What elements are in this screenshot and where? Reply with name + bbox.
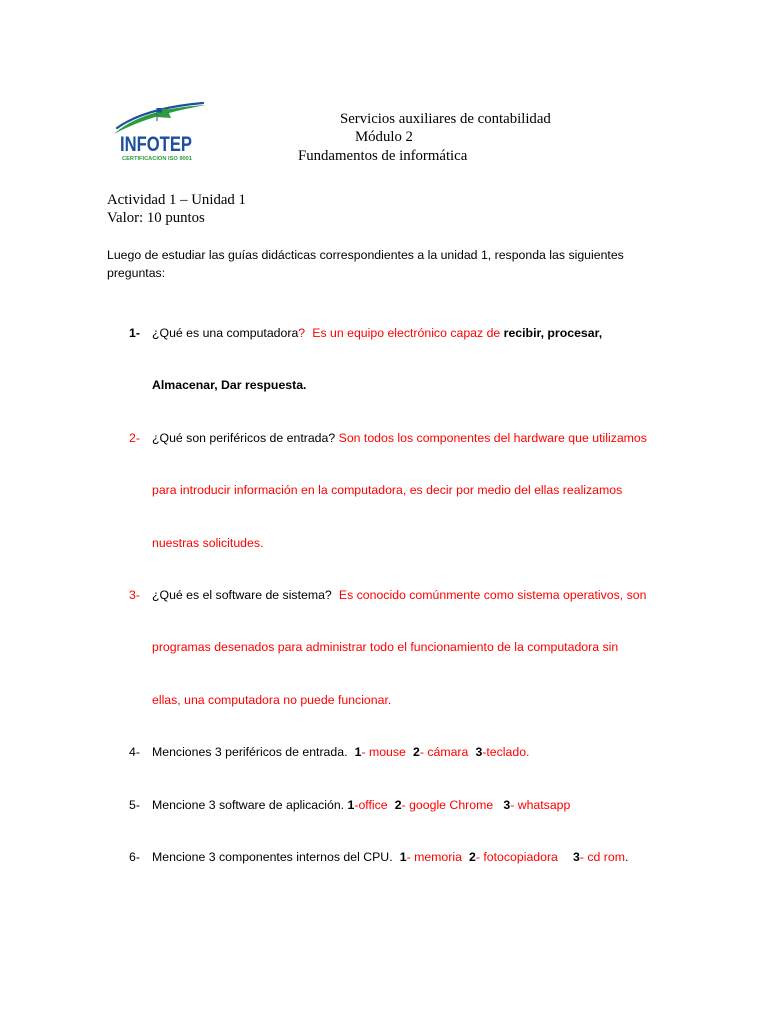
answer-text: - fotocopiadora [475, 849, 558, 864]
answer-text: - cd rom [579, 849, 625, 864]
item-number: 3- [129, 587, 140, 602]
answer-text: nuestras solicitudes. [152, 535, 264, 550]
answer-emphasis: Almacenar, Dar respuesta. [152, 378, 307, 393]
list-line [0, 831, 768, 883]
answer-text: Son todos los componentes del hardware que utilizamos [338, 430, 647, 445]
infotep-logo [106, 100, 210, 166]
infotep-logo-graphic [106, 100, 210, 166]
question-item-5 [0, 779, 768, 831]
item-number: 2- [129, 430, 140, 445]
item-number: 6- [129, 849, 140, 864]
answer-text: - google Chrome [401, 797, 494, 812]
answer-text: Es conocido comúnmente como sistema operativos, son [338, 587, 647, 602]
answer-text: Es un equipo electrónico capaz de [312, 326, 501, 340]
question-text: ¿Qué es el software de sistema? [152, 587, 332, 602]
activity-value: Valor: 10 puntos [107, 210, 205, 226]
question-item-4 [0, 726, 768, 778]
course-title: Fundamentos de informática [298, 148, 468, 164]
logo-flag-icon [157, 108, 171, 121]
list-line [0, 621, 768, 673]
list-line [0, 726, 768, 778]
question-text: ¿Qué son periféricos de entrada? [152, 430, 336, 445]
sentence-period: . [624, 849, 629, 864]
answer-text: para introducir información en la computadora, es decir por medio del ellas realizamos [152, 483, 623, 498]
answer-index: 2 [412, 745, 420, 760]
answer-text: - mouse [361, 745, 406, 760]
item-number: 4- [129, 745, 140, 760]
program-title: Servicios auxiliares de contabilidad [340, 111, 551, 127]
list-line [0, 412, 768, 464]
question-mark: ? [298, 326, 306, 340]
list-line [0, 359, 768, 411]
flag-canton [157, 108, 162, 113]
answer-emphasis: recibir, procesar, [503, 326, 603, 340]
question-item-1 [0, 307, 768, 412]
item-number: 1- [129, 326, 140, 340]
answer-index: 1 [354, 745, 362, 760]
list-line [0, 674, 768, 726]
answer-text: -teclado. [482, 745, 530, 760]
instructions-line: Luego de estudiar las guías didácticas correspondientes a la unidad 1, responda las siguientes [107, 248, 624, 262]
item-number: 5- [129, 797, 140, 812]
question-item-6 [0, 831, 768, 883]
question-text: ¿Qué es una computadora [152, 326, 299, 340]
question-text: Menciones 3 periféricos de entrada. [152, 745, 348, 760]
activity-title: Actividad 1 – Unidad 1 [107, 192, 246, 208]
answer-text: - whatsapp [510, 797, 571, 812]
instructions-line: preguntas: [107, 266, 166, 280]
logo-certification-text: CERTIFICACION ISO 9001 [122, 156, 193, 162]
answer-index: 3 [503, 797, 511, 812]
question-text: Mencione 3 componentes internos del CPU. [152, 849, 393, 864]
answer-text: - cámara [419, 745, 469, 760]
list-line [0, 307, 768, 359]
module-title: Módulo 2 [355, 129, 413, 145]
answer-text: - memoria [406, 849, 462, 864]
list-line [0, 517, 768, 569]
answer-index: 2 [469, 849, 476, 864]
list-line [0, 464, 768, 516]
instructions [107, 246, 624, 282]
list-line [0, 569, 768, 621]
answer-text: ellas, una computadora no puede funcionar. [152, 692, 392, 707]
answer-index: 2 [394, 797, 402, 812]
question-item-2 [0, 412, 768, 569]
answer-index: 3 [475, 745, 483, 760]
question-list [0, 307, 768, 883]
question-item-3 [0, 569, 768, 726]
logo-wordmark: INFOTEP [120, 133, 192, 156]
answer-index: 3 [573, 849, 580, 864]
answer-text: programas desenados para administrar todo el funcionamiento de la computadora sin [152, 640, 619, 655]
question-text: Mencione 3 software de aplicación. [152, 797, 345, 812]
answer-text: -office [354, 797, 388, 812]
answer-index: 1 [347, 797, 355, 812]
list-line [0, 779, 768, 831]
answer-index: 1 [399, 849, 407, 864]
